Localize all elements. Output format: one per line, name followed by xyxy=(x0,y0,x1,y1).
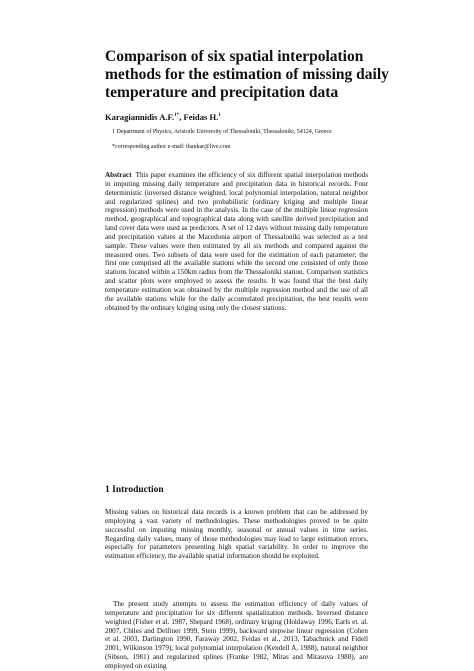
corresponding-author: *corresponding author e-mail: thankar@live.com xyxy=(112,144,231,150)
abstract xyxy=(105,171,368,313)
intro-paragraph-2: The present study attempts to assess the estimation efficiency of daily values of temperature and precipitation for six different spatialization methods. Inversed distance weighted (Fisher et al. 1987, Shepard 1968), ordinary kriging (Holdaway 1996, Earls et. al. 2007, Chiles and Delfiner 1999, Stein 1999), backward stepwise linear regression (Cohen et al. 2003, Darlington 1990, Faraway 2002, Feidas et al., 2013, Tabachnick and Fidell 2001, Wilkinson 1979), local polynomial interpolation (Kendell A, 1988), natural neighbor (Sibson, 1981) and regularized splines (Franke 1982, Mitas and Mitasova 1988), are employed on existing xyxy=(105,600,368,670)
author-1-superscript: 1* xyxy=(174,113,180,119)
author-1-name: Karagiannidis A.F. xyxy=(105,112,175,122)
author-separator: , xyxy=(179,112,184,122)
section-heading: 1 Introduction xyxy=(105,485,164,495)
intro-paragraph-1: Missing values on historical data records is a known problem that can be addressed by employing a vast variety of methodologies. These methodologies proved to be quite successful on imputing missing monthly, seasonal or annual values in time series. Regarding daily values, many of those methodologies may lead to large estimation errors, especially for parameters presenting high spatial variability. In order to improve the estimation efficiency, the available spatial information should be exploited. xyxy=(105,508,368,561)
author-2-name: Feidas H. xyxy=(183,112,219,122)
author-2-superscript: 1 xyxy=(218,113,221,119)
abstract-text: This paper examines the efficiency of six different spatial interpolation methods in imputing missing daily temperature and precipitation data in historical records. Four deterministic (inversed distance weighted, local polynomial interpolation, natural neighbor and regularized splines) and two probabilistic (ordinary kriging and multiple linear regression) methods were used in the analysis. In the case of the multiple linear regression method, geographical and topographical data along with satellite derived precipitation and land cover data were used as predictors. A set of 12 days without missing daily temperature and precipitation values at the Macedonia airport of Thessaloniki was selected as a test sample. These values were then estimated by all six methods and compared against the measured ones. Two subsets of data were used for the estimation of each parameter; the first one comprised all the available stations while the second one consisted of only those stations located within a 150km radius from the Thessaloniki station. Comparison statistics and scatter plots were employed to assess the results. It was found that the best daily temperature estimation was obtained by the multiple regression method and the use of all the available stations while for the daily accumulated precipitation, the best results were obtained by the ordinary kriging using only the closest stations. xyxy=(105,171,368,312)
author-line xyxy=(105,112,405,123)
affiliation: 1 Department of Physics, Aristotle University of Thessaloniki, Thessaloniki, 54124, Greece xyxy=(112,129,332,135)
paper-title: Comparison of six spatial interpolation methods for the estimation of missing daily temperature and precipitation data xyxy=(105,48,389,101)
abstract-label: Abstract xyxy=(105,171,132,179)
